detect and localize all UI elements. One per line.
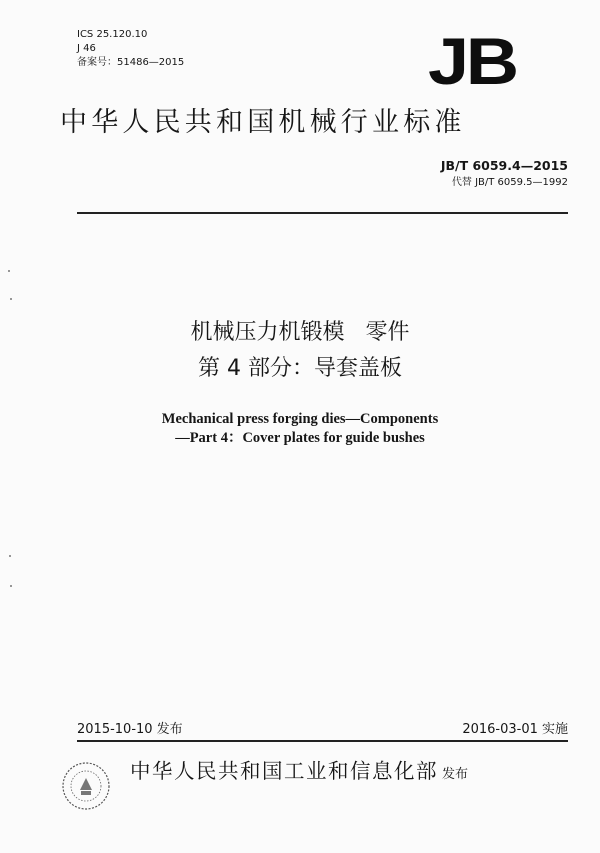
- title-chinese-line-1: 机械压力机锻模 零件: [190, 320, 410, 345]
- issuer-name: 中华人民共和国工业和信息化部: [130, 759, 438, 783]
- ics-code: ICS 25.120.10: [77, 29, 148, 40]
- title-english-line-1: Mechanical press forging dies—Components: [161, 411, 439, 427]
- scan-speck: [9, 555, 11, 557]
- issue-date: 2015-10-10 发布: [77, 722, 183, 737]
- standard-number: JB/T 6059.4—2015: [440, 158, 568, 173]
- title-english-line-2: —Part 4：Cover plates for guide bushes: [175, 430, 425, 446]
- organization-title: 中华人民共和国机械行业标准: [60, 107, 466, 138]
- replaces-standard: 代替 JB/T 6059.5—1992: [451, 177, 568, 188]
- issuing-authority: [130, 757, 468, 789]
- ministry-seal-icon: [60, 760, 112, 812]
- record-number: 备案号：51486—2015: [77, 57, 185, 68]
- title-chinese-line-2: 第 4 部分：导套盖板: [198, 356, 402, 381]
- issuer-suffix: 发布: [442, 767, 469, 782]
- scan-speck: [8, 270, 10, 272]
- scan-speck: [10, 585, 12, 587]
- bottom-divider: [77, 740, 568, 742]
- implementation-date: 2016-03-01 实施: [462, 722, 568, 737]
- scan-speck: [10, 298, 12, 300]
- jb-logo: JB: [428, 24, 516, 98]
- ccs-code: J 46: [77, 43, 96, 54]
- top-divider: [77, 212, 568, 214]
